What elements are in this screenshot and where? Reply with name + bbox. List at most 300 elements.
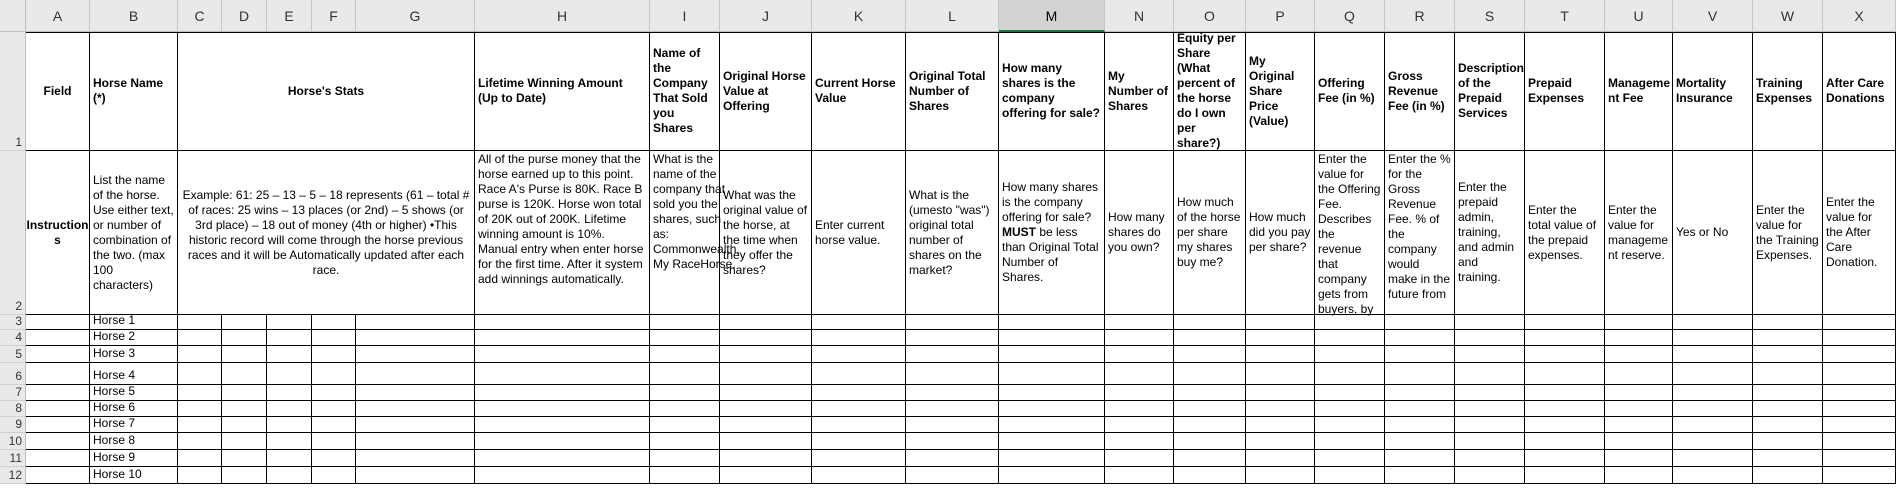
header-my-shares[interactable] [1105,32,1174,151]
table-cell[interactable] [1753,450,1823,467]
header-mortality-insurance[interactable] [1673,32,1753,151]
table-cell[interactable] [720,346,812,363]
table-cell[interactable] [1315,467,1385,484]
table-cell[interactable] [1673,450,1753,467]
column-header-f[interactable]: F [312,0,356,32]
table-cell[interactable] [1385,433,1455,450]
table-cell[interactable] [650,385,720,401]
table-cell[interactable] [1605,385,1673,401]
table-cell[interactable] [267,330,312,346]
table-cell[interactable] [356,315,475,330]
table-cell[interactable] [720,433,812,450]
table-cell[interactable] [1455,330,1525,346]
table-cell[interactable] [906,363,999,385]
instr-equity-per-share[interactable] [1174,151,1246,315]
table-cell[interactable] [356,346,475,363]
table-cell[interactable] [26,433,90,450]
header-current-value[interactable] [812,32,906,151]
table-cell[interactable] [178,330,222,346]
column-header-n[interactable]: N [1105,0,1174,32]
row-header-12[interactable] [0,467,26,484]
table-cell[interactable] [1753,363,1823,385]
table-cell[interactable] [812,330,906,346]
table-cell[interactable] [999,363,1105,385]
table-cell[interactable] [1455,417,1525,433]
table-cell[interactable] [720,417,812,433]
header-management-fee[interactable] [1605,32,1673,151]
instr-shares-offering[interactable] [999,151,1105,315]
table-cell[interactable] [1105,346,1174,363]
header-company[interactable] [650,32,720,151]
table-cell[interactable] [178,401,222,417]
table-cell[interactable] [222,433,267,450]
table-cell[interactable] [720,330,812,346]
table-cell[interactable] [267,315,312,330]
column-header-l[interactable]: L [906,0,999,32]
table-cell[interactable] [720,467,812,484]
table-cell[interactable] [1315,346,1385,363]
table-cell[interactable] [267,450,312,467]
instr-original-total-shares[interactable] [906,151,999,315]
table-cell[interactable] [475,401,650,417]
table-cell[interactable] [1673,467,1753,484]
table-cell[interactable] [1246,346,1315,363]
table-cell[interactable] [312,450,356,467]
table-cell[interactable] [26,450,90,467]
table-cell[interactable] [1246,467,1315,484]
table-cell[interactable] [178,385,222,401]
table-cell[interactable] [26,417,90,433]
table-cell[interactable] [812,450,906,467]
table-cell[interactable] [178,467,222,484]
table-cell[interactable] [1385,363,1455,385]
column-header-u[interactable]: U [1605,0,1673,32]
table-cell[interactable] [906,450,999,467]
table-cell[interactable] [720,401,812,417]
table-cell[interactable] [26,363,90,385]
header-horse-stats[interactable] [178,32,475,151]
table-cell[interactable] [178,450,222,467]
row-header-3[interactable] [0,315,26,330]
table-cell[interactable] [1605,330,1673,346]
column-header-x[interactable]: X [1823,0,1896,32]
table-cell[interactable] [1673,417,1753,433]
table-cell[interactable] [1525,346,1605,363]
table-cell[interactable] [356,467,475,484]
table-cell[interactable] [312,315,356,330]
instructions-label[interactable] [26,151,90,315]
row-header-1[interactable] [0,32,26,151]
table-cell[interactable] [267,467,312,484]
row-header-7[interactable] [0,385,26,401]
table-cell[interactable] [906,385,999,401]
table-cell[interactable] [1673,346,1753,363]
table-cell[interactable] [1753,346,1823,363]
table-cell[interactable] [1525,363,1605,385]
table-cell[interactable] [475,467,650,484]
table-cell[interactable] [999,450,1105,467]
table-cell[interactable] [1455,401,1525,417]
horse-name-cell[interactable]: Horse 4 [90,363,178,385]
table-cell[interactable] [1823,346,1896,363]
table-cell[interactable] [1315,433,1385,450]
horse-name-cell[interactable]: Horse 2 [90,330,178,346]
table-cell[interactable] [178,346,222,363]
header-shares-offering[interactable] [999,32,1105,151]
table-cell[interactable] [1455,363,1525,385]
table-cell[interactable] [1673,401,1753,417]
table-cell[interactable] [312,417,356,433]
table-cell[interactable] [1605,315,1673,330]
table-cell[interactable] [1673,315,1753,330]
table-cell[interactable] [906,467,999,484]
header-horse-name[interactable] [90,32,178,151]
table-cell[interactable] [356,450,475,467]
column-header-m[interactable]: M [999,0,1105,32]
column-header-a[interactable]: A [26,0,90,32]
table-cell[interactable] [1315,401,1385,417]
table-cell[interactable] [1174,417,1246,433]
table-cell[interactable] [812,346,906,363]
table-cell[interactable] [1823,401,1896,417]
table-cell[interactable] [1823,330,1896,346]
table-cell[interactable] [267,346,312,363]
row-header-2[interactable] [0,151,26,315]
horse-name-cell[interactable]: Horse 9 [90,450,178,467]
table-cell[interactable] [650,363,720,385]
column-header-s[interactable]: S [1455,0,1525,32]
table-cell[interactable] [1105,417,1174,433]
header-training-expenses[interactable] [1753,32,1823,151]
instr-lifetime-winning[interactable] [475,151,650,315]
table-cell[interactable] [1385,417,1455,433]
table-cell[interactable] [1753,433,1823,450]
table-cell[interactable] [650,330,720,346]
column-header-o[interactable]: O [1174,0,1246,32]
table-cell[interactable] [1385,315,1455,330]
instr-mortality-insurance[interactable] [1673,151,1753,315]
table-cell[interactable] [1823,417,1896,433]
table-cell[interactable] [356,385,475,401]
header-original-value[interactable] [720,32,812,151]
table-cell[interactable] [267,363,312,385]
table-cell[interactable] [222,315,267,330]
table-cell[interactable] [178,417,222,433]
table-cell[interactable] [1174,401,1246,417]
horse-name-cell[interactable]: Horse 6 [90,401,178,417]
table-cell[interactable] [1823,363,1896,385]
table-cell[interactable] [999,401,1105,417]
table-cell[interactable] [1753,401,1823,417]
table-cell[interactable] [1525,417,1605,433]
table-cell[interactable] [356,433,475,450]
row-header-8[interactable] [0,401,26,417]
header-field[interactable] [26,32,90,151]
column-header-v[interactable]: V [1673,0,1753,32]
table-cell[interactable] [1174,433,1246,450]
table-cell[interactable] [1525,401,1605,417]
table-cell[interactable] [312,363,356,385]
table-cell[interactable] [1246,363,1315,385]
table-cell[interactable] [999,433,1105,450]
table-cell[interactable] [1753,385,1823,401]
instr-offering-fee[interactable] [1315,151,1385,315]
instr-training-expenses[interactable] [1753,151,1823,315]
instr-prepaid-expenses[interactable] [1525,151,1605,315]
table-cell[interactable] [650,433,720,450]
table-cell[interactable] [812,363,906,385]
table-cell[interactable] [1525,330,1605,346]
table-cell[interactable] [312,467,356,484]
table-cell[interactable] [1385,346,1455,363]
table-cell[interactable] [222,385,267,401]
table-cell[interactable] [26,346,90,363]
instr-original-share-price[interactable] [1246,151,1315,315]
table-cell[interactable] [1525,385,1605,401]
table-cell[interactable] [1105,467,1174,484]
table-cell[interactable] [1174,330,1246,346]
header-prepaid-description[interactable] [1455,32,1525,151]
table-cell[interactable] [906,315,999,330]
table-cell[interactable] [1246,401,1315,417]
horse-name-cell[interactable]: Horse 3 [90,346,178,363]
table-cell[interactable] [1105,450,1174,467]
table-cell[interactable] [1605,363,1673,385]
table-cell[interactable] [1246,433,1315,450]
table-cell[interactable] [1315,363,1385,385]
table-cell[interactable] [1525,450,1605,467]
row-header-9[interactable] [0,417,26,433]
instr-horse-stats[interactable] [178,151,475,315]
table-cell[interactable] [1605,401,1673,417]
instr-horse-name[interactable] [90,151,178,315]
table-cell[interactable] [1823,467,1896,484]
table-cell[interactable] [475,315,650,330]
table-cell[interactable] [999,417,1105,433]
table-cell[interactable] [650,346,720,363]
table-cell[interactable] [356,401,475,417]
table-cell[interactable] [906,417,999,433]
table-cell[interactable] [1385,450,1455,467]
header-offering-fee[interactable] [1315,32,1385,151]
table-cell[interactable] [1246,330,1315,346]
table-cell[interactable] [1455,385,1525,401]
table-cell[interactable] [222,417,267,433]
row-header-10[interactable] [0,433,26,450]
horse-name-cell[interactable]: Horse 1 [90,315,178,330]
table-cell[interactable] [999,315,1105,330]
table-cell[interactable] [1823,385,1896,401]
table-cell[interactable] [812,401,906,417]
table-cell[interactable] [178,363,222,385]
table-cell[interactable] [267,385,312,401]
table-cell[interactable] [1385,330,1455,346]
table-cell[interactable] [1823,433,1896,450]
table-cell[interactable] [1673,330,1753,346]
table-cell[interactable] [1246,417,1315,433]
table-cell[interactable] [356,363,475,385]
table-cell[interactable] [1174,346,1246,363]
horse-name-cell[interactable]: Horse 10 [90,467,178,484]
table-cell[interactable] [650,401,720,417]
table-cell[interactable] [1315,417,1385,433]
column-header-i[interactable]: I [650,0,720,32]
table-cell[interactable] [312,385,356,401]
table-cell[interactable] [1605,467,1673,484]
table-cell[interactable] [1105,330,1174,346]
table-cell[interactable] [1174,385,1246,401]
horse-name-cell[interactable]: Horse 7 [90,417,178,433]
table-cell[interactable] [356,330,475,346]
table-cell[interactable] [812,433,906,450]
column-header-t[interactable]: T [1525,0,1605,32]
header-equity-per-share[interactable] [1174,32,1246,151]
table-cell[interactable] [1174,467,1246,484]
table-cell[interactable] [312,433,356,450]
instr-company[interactable] [650,151,740,315]
column-header-d[interactable]: D [222,0,267,32]
horse-name-cell[interactable]: Horse 8 [90,433,178,450]
table-cell[interactable] [1673,385,1753,401]
header-gross-revenue-fee[interactable] [1385,32,1455,151]
header-original-share-price[interactable] [1246,32,1315,151]
table-cell[interactable] [1605,433,1673,450]
table-cell[interactable] [312,330,356,346]
table-cell[interactable] [1525,315,1605,330]
instr-original-value[interactable] [720,151,812,315]
table-cell[interactable] [1246,385,1315,401]
select-all-corner[interactable] [0,0,26,32]
column-header-w[interactable]: W [1753,0,1823,32]
table-cell[interactable] [1823,315,1896,330]
table-cell[interactable] [1385,401,1455,417]
table-cell[interactable] [1315,385,1385,401]
table-cell[interactable] [1315,315,1385,330]
table-cell[interactable] [475,330,650,346]
instr-gross-revenue-fee[interactable] [1385,151,1455,315]
column-header-e[interactable]: E [267,0,312,32]
row-header-4[interactable] [0,330,26,346]
table-cell[interactable] [222,450,267,467]
table-cell[interactable] [1525,467,1605,484]
table-cell[interactable] [812,417,906,433]
row-header-5[interactable] [0,346,26,363]
table-cell[interactable] [178,315,222,330]
table-cell[interactable] [812,315,906,330]
header-original-total-shares[interactable] [906,32,999,151]
column-header-r[interactable]: R [1385,0,1455,32]
header-lifetime-winning[interactable] [475,32,650,151]
table-cell[interactable] [1455,315,1525,330]
table-cell[interactable] [1105,433,1174,450]
table-cell[interactable] [650,450,720,467]
table-cell[interactable] [1455,346,1525,363]
table-cell[interactable] [1105,315,1174,330]
table-cell[interactable] [312,346,356,363]
table-cell[interactable] [1823,450,1896,467]
table-cell[interactable] [222,346,267,363]
table-cell[interactable] [1315,330,1385,346]
column-header-b[interactable]: B [90,0,178,32]
table-cell[interactable] [26,467,90,484]
table-cell[interactable] [475,433,650,450]
table-cell[interactable] [999,330,1105,346]
instr-after-care-donations[interactable] [1823,151,1896,315]
instr-prepaid-description[interactable] [1455,151,1525,315]
header-after-care-donations[interactable] [1823,32,1896,151]
table-cell[interactable] [26,330,90,346]
table-cell[interactable] [267,433,312,450]
table-cell[interactable] [650,467,720,484]
table-cell[interactable] [999,467,1105,484]
table-cell[interactable] [356,417,475,433]
table-cell[interactable] [267,417,312,433]
header-prepaid-expenses[interactable] [1525,32,1605,151]
table-cell[interactable] [1673,433,1753,450]
table-cell[interactable] [1385,385,1455,401]
table-cell[interactable] [1455,433,1525,450]
table-cell[interactable] [1105,363,1174,385]
table-cell[interactable] [26,401,90,417]
table-cell[interactable] [1385,467,1455,484]
table-cell[interactable] [26,385,90,401]
table-cell[interactable] [906,401,999,417]
table-cell[interactable] [178,433,222,450]
table-cell[interactable] [267,401,312,417]
table-cell[interactable] [1455,450,1525,467]
table-cell[interactable] [222,467,267,484]
table-cell[interactable] [1455,467,1525,484]
table-cell[interactable] [906,330,999,346]
table-cell[interactable] [1605,450,1673,467]
column-header-k[interactable]: K [812,0,906,32]
table-cell[interactable] [312,401,356,417]
table-cell[interactable] [812,385,906,401]
horse-name-cell[interactable]: Horse 5 [90,385,178,401]
instr-current-value[interactable] [812,151,906,315]
table-cell[interactable] [1174,363,1246,385]
instr-management-fee[interactable] [1605,151,1673,315]
table-cell[interactable] [1605,346,1673,363]
table-cell[interactable] [720,450,812,467]
table-cell[interactable] [650,417,720,433]
column-header-j[interactable]: J [720,0,812,32]
table-cell[interactable] [1525,433,1605,450]
table-cell[interactable] [1673,363,1753,385]
table-cell[interactable] [906,346,999,363]
table-cell[interactable] [1753,315,1823,330]
table-cell[interactable] [1105,401,1174,417]
table-cell[interactable] [1753,330,1823,346]
column-header-c[interactable]: C [178,0,222,32]
table-cell[interactable] [475,417,650,433]
table-cell[interactable] [1105,385,1174,401]
table-cell[interactable] [475,346,650,363]
table-cell[interactable] [650,315,720,330]
column-header-p[interactable]: P [1246,0,1315,32]
table-cell[interactable] [1246,450,1315,467]
table-cell[interactable] [1753,467,1823,484]
column-header-g[interactable]: G [356,0,475,32]
table-cell[interactable] [26,315,90,330]
table-cell[interactable] [1174,315,1246,330]
row-header-6[interactable] [0,363,26,385]
column-header-h[interactable]: H [475,0,650,32]
table-cell[interactable] [222,401,267,417]
table-cell[interactable] [222,330,267,346]
table-cell[interactable] [1315,450,1385,467]
table-cell[interactable] [720,363,812,385]
